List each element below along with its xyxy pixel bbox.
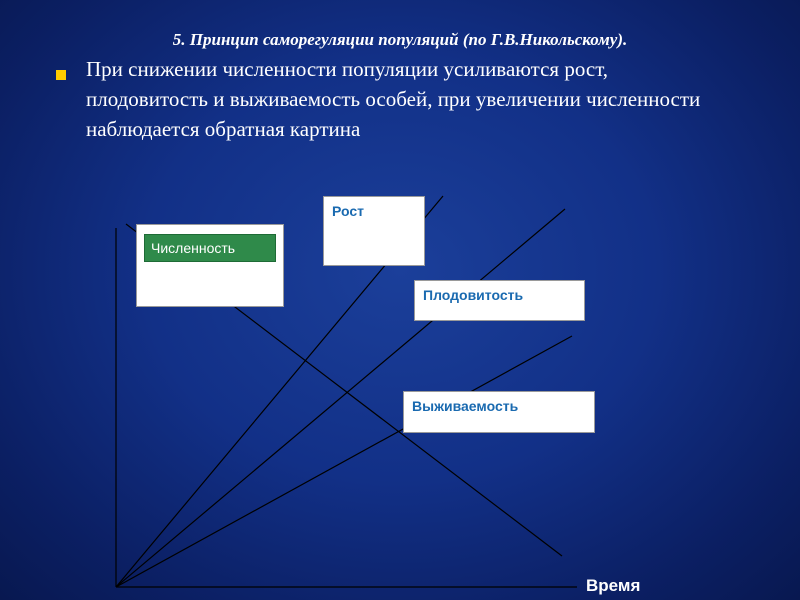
fertility-label: Плодовитость (423, 287, 524, 303)
slide-body-text: При снижении численности популяции усиливаются рост, плодовитость и выживаемость особей, при увеличении численности наблюдается обратная картина (86, 57, 701, 141)
survival-label: Выживаемость (412, 398, 519, 414)
fertility-label-box (414, 280, 585, 321)
growth-label-box (323, 196, 425, 266)
slide-title: 5. Принцип саморегуляции популяций (по Г.В.Никольскому). (172, 30, 628, 49)
survival-label-box (403, 391, 595, 433)
population-label-box (136, 224, 284, 307)
growth-label: Рост (332, 203, 364, 219)
line-survival (116, 336, 572, 587)
time-axis-label: Время (586, 576, 641, 595)
population-label: Численность (144, 234, 276, 262)
